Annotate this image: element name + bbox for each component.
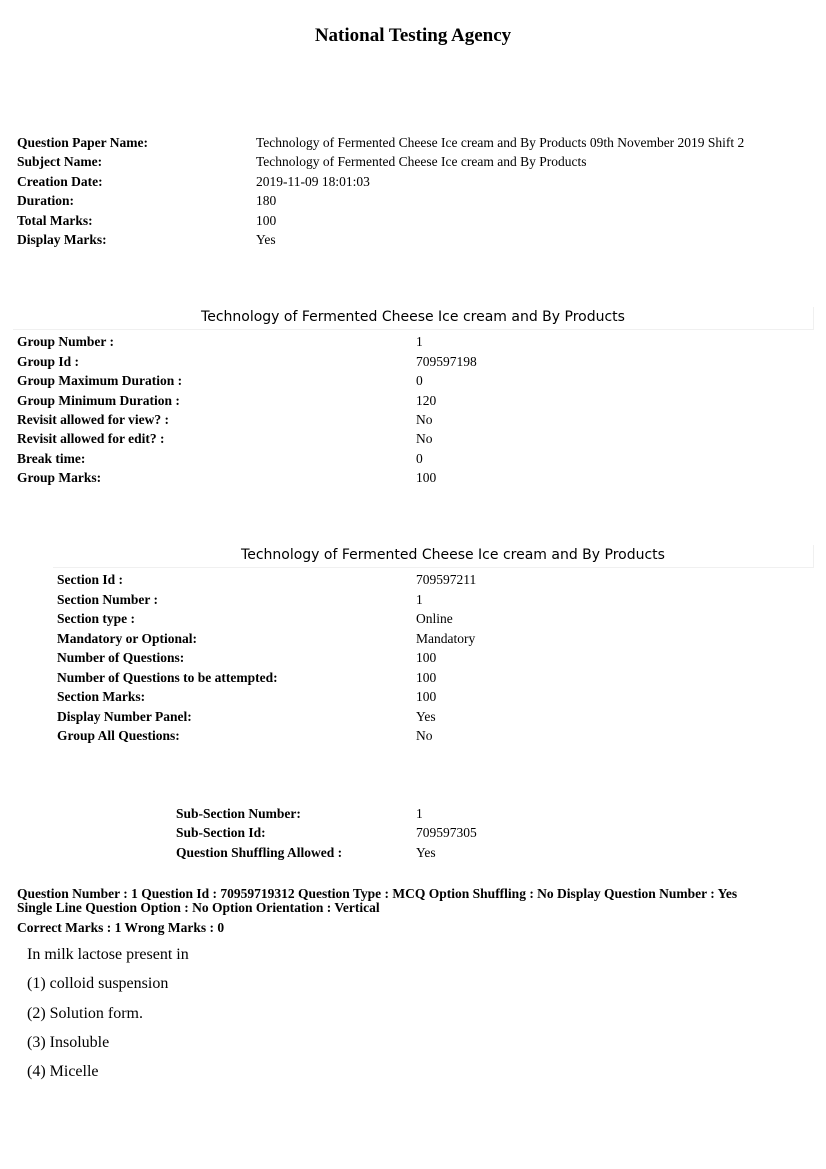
section-type-value: Online — [416, 611, 453, 626]
question-meta-line2: Single Line Question Option : No Option Orientation : Vertical — [17, 900, 380, 915]
total-marks-value: 100 — [256, 213, 277, 228]
section-id-label: Section Id : — [57, 572, 124, 587]
section-number-label: Section Number : — [57, 592, 158, 607]
group-min-duration-label: Group Minimum Duration : — [17, 393, 180, 408]
group-min-duration-value: 120 — [416, 393, 437, 408]
section-marks-label: Section Marks: — [57, 689, 146, 704]
duration-value: 180 — [256, 193, 277, 208]
revisit-edit-value: No — [416, 431, 433, 446]
duration-label: Duration: — [17, 193, 74, 208]
number-panel-label: Display Number Panel: — [57, 709, 192, 724]
mandatory-label: Mandatory or Optional: — [57, 631, 198, 646]
mandatory-value: Mandatory — [416, 631, 476, 646]
creation-date-label: Creation Date: — [17, 174, 103, 189]
option-2: (2) Solution form. — [27, 1005, 143, 1022]
subject-name-label: Subject Name: — [17, 154, 103, 169]
paper-name-label: Question Paper Name: — [17, 135, 148, 150]
option-1: (1) colloid suspension — [27, 975, 169, 992]
group-number-label: Group Number : — [17, 334, 115, 349]
subsection-id-label: Sub-Section Id: — [176, 825, 266, 840]
group-all-label: Group All Questions: — [57, 728, 180, 743]
group-all-value: No — [416, 728, 433, 743]
question-marks-line: Correct Marks : 1 Wrong Marks : 0 — [17, 920, 225, 935]
revisit-view-label: Revisit allowed for view? : — [17, 412, 169, 427]
group-banner: Technology of Fermented Cheese Ice cream and By Products — [201, 309, 625, 325]
section-type-label: Section type : — [57, 611, 135, 626]
section-banner: Technology of Fermented Cheese Ice cream and By Products — [241, 547, 665, 563]
question-meta-line1: Question Number : 1 Question Id : 70959719312 Question Type : MCQ Option Shuffling : No Display Question Number : Yes — [17, 886, 738, 901]
total-marks-label: Total Marks: — [17, 213, 93, 228]
subsection-id-value: 709597305 — [416, 825, 477, 840]
section-number-value: 1 — [416, 592, 423, 607]
break-time-label: Break time: — [17, 451, 86, 466]
page-title: National Testing Agency — [314, 25, 512, 46]
num-questions-value: 100 — [416, 650, 437, 665]
subsection-number-label: Sub-Section Number: — [176, 806, 301, 821]
section-marks-value: 100 — [416, 689, 437, 704]
revisit-view-value: No — [416, 412, 433, 427]
option-3: (3) Insoluble — [27, 1034, 110, 1051]
subsection-number-value: 1 — [416, 806, 423, 821]
display-marks-value: Yes — [256, 232, 276, 247]
option-4: (4) Micelle — [27, 1063, 99, 1080]
creation-date-value: 2019-11-09 18:01:03 — [256, 174, 370, 189]
group-marks-label: Group Marks: — [17, 470, 102, 485]
display-marks-label: Display Marks: — [17, 232, 107, 247]
group-marks-value: 100 — [416, 470, 437, 485]
number-panel-value: Yes — [416, 709, 436, 724]
group-number-value: 1 — [416, 334, 423, 349]
shuffling-label: Question Shuffling Allowed : — [176, 845, 343, 860]
num-attempt-value: 100 — [416, 670, 437, 685]
paper-name-value: Technology of Fermented Cheese Ice cream and By Products 09th November 2019 Shift 2 — [256, 135, 745, 150]
subject-name-value: Technology of Fermented Cheese Ice cream and By Products — [256, 154, 587, 169]
num-attempt-label: Number of Questions to be attempted: — [57, 670, 278, 685]
group-max-duration-value: 0 — [416, 373, 423, 388]
group-id-value: 709597198 — [416, 354, 477, 369]
break-time-value: 0 — [416, 451, 423, 466]
section-id-value: 709597211 — [416, 572, 477, 587]
shuffling-value: Yes — [416, 845, 436, 860]
question-text: In milk lactose present in — [27, 946, 189, 963]
revisit-edit-label: Revisit allowed for edit? : — [17, 431, 165, 446]
group-max-duration-label: Group Maximum Duration : — [17, 373, 183, 388]
group-id-label: Group Id : — [17, 354, 80, 369]
num-questions-label: Number of Questions: — [57, 650, 185, 665]
